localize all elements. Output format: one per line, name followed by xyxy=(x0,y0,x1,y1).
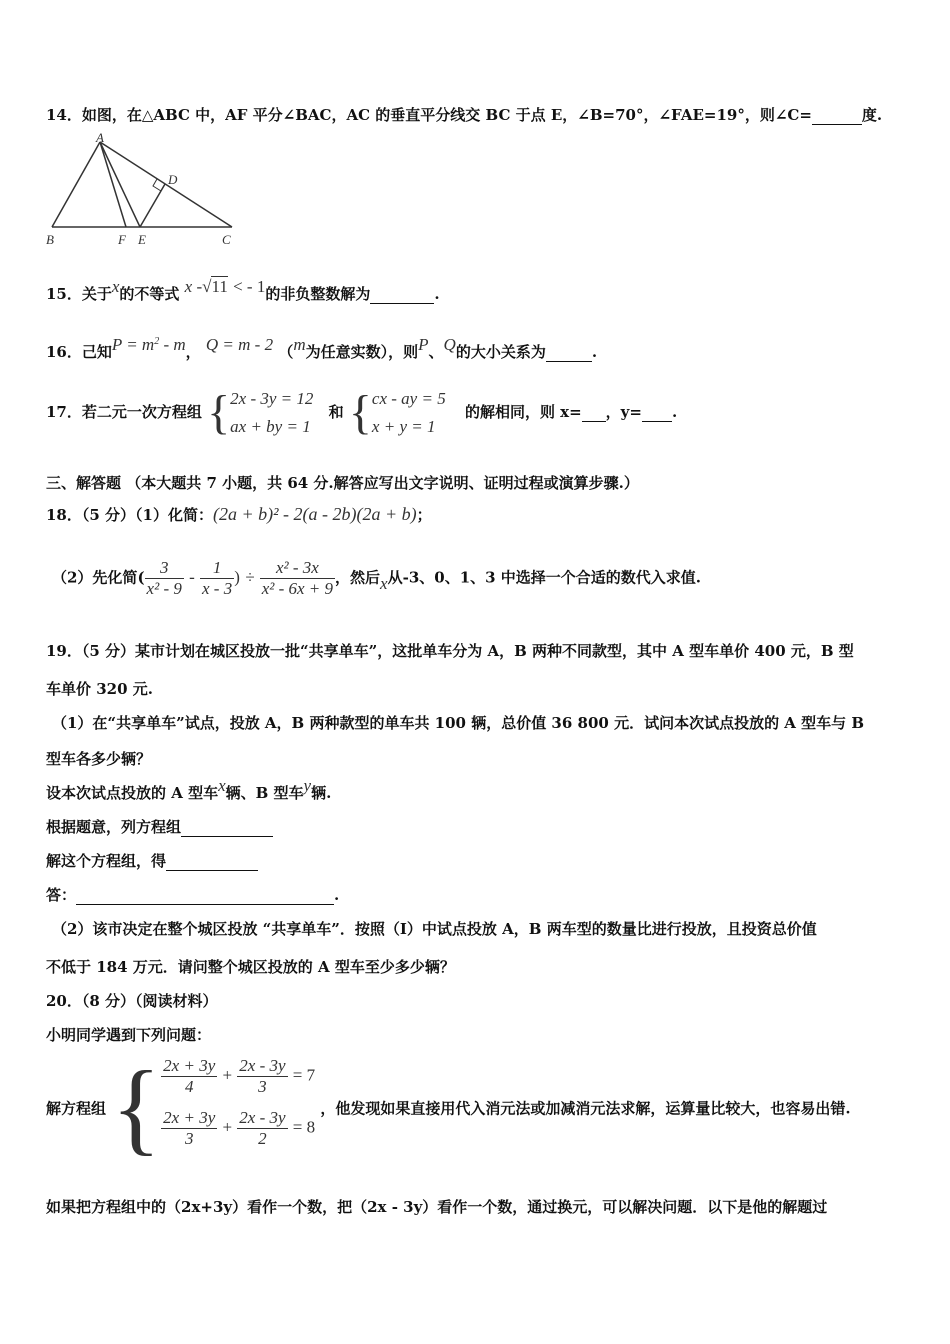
q19-line8: 答： . xyxy=(46,886,340,904)
q19-line9: （2）该市决定在整个城区投放 “共享单车”．按照（Ⅰ）中试点投放 A，B 两车型的数量比进行投放，且投资总价值 xyxy=(52,920,817,938)
fraction: $\frac{1}{x - 3}$ xyxy=(202,558,233,598)
equation-1: $\frac{2x + 3y}{4}$ + $\frac{2x - 3y}{3}$ = 7 xyxy=(163,1056,316,1096)
q18-part1: 18．（5 分）（1）化简：(2a + b)² - 2(a - 2b)(2a + b)； xyxy=(46,504,432,524)
answer-blank xyxy=(370,285,434,304)
answer-blank xyxy=(76,886,334,905)
q19-line1: 19．（5 分）某市计划在城区投放一批“共享单车”，这批单车分为 A，B 两种不同款型，其中 A 型车单价 400 元，B 型 xyxy=(46,642,854,660)
fraction: $\frac{2x - 3y}{2}$ xyxy=(239,1108,286,1148)
answer-blank xyxy=(181,818,273,837)
q19-line10: 不低于 184 万元．请问整个城区投放的 A 型车至少多少辆？ xyxy=(46,958,455,976)
q19-line3: （1）在“共享单车”试点，投放 A，B 两种款型的单车共 100 辆，总价值 36 800 元．试问本次试点投放的 A 型车与 B xyxy=(52,714,865,732)
fraction: $\frac{2x + 3y}{4}$ xyxy=(163,1056,216,1096)
q18-part2: （2）先化简( $\frac{3}{\text{x² - 9}}$ - $\frac{1}{x - 3}$ ) ÷ $\frac{\text{x² - 3x}}{\text{x² - 6x + 9}}$ ，然后x从-3、0、1、3 中选择一个合适的数代入求值. xyxy=(52,558,702,598)
sqrt-sign: √11 xyxy=(202,277,228,296)
q19-line7: 解这个方程组，得 xyxy=(46,850,258,871)
line-ed xyxy=(140,184,165,227)
fraction: $\frac{\text{x² - 3x}}{\text{x² - 6x + 9}}$ xyxy=(261,558,334,598)
section-heading: 三、解答题 （本大题共 7 小题，共 64 分.解答应写出文字说明、证明过程或演算步骤.） xyxy=(46,474,639,492)
answer-blank xyxy=(166,852,258,871)
side-ab xyxy=(52,142,100,227)
brace-left: { xyxy=(348,386,372,439)
q20-system-line: 解方程组 { $\frac{2x + 3y}{4}$ + $\frac{2x - 3y}{3}$ = 7 $\frac{2x + 3y}{3}$ + $\frac{2x - 3y}{2}$ = 8 ，他发现如果直接用代入消元法或加减消元法求解，运算量比较大，也容易出错. xyxy=(46,1050,851,1165)
label-b: B xyxy=(46,232,54,247)
q16-text: 16．己知$P = m^2 - m$， Q = m - 2 （m为任意实数），则P、Q的大小关系为 . xyxy=(46,335,598,361)
system-2: cx - ay = 5 x + y = 1 xyxy=(371,389,446,436)
answer-blank xyxy=(546,343,592,362)
fraction: $\frac{3}{\text{x² - 9}}$ xyxy=(146,558,182,598)
bisector-af xyxy=(100,142,126,227)
q19-line4: 型车各多少辆？ xyxy=(46,750,152,768)
label-f: F xyxy=(118,232,126,247)
fraction: $\frac{2x - 3y}{3}$ xyxy=(239,1056,286,1096)
brace-left: { xyxy=(207,386,231,439)
label-a: A xyxy=(96,132,104,145)
fraction: $\frac{2x + 3y}{3}$ xyxy=(163,1108,216,1148)
answer-blank xyxy=(582,403,606,422)
q19-line5: 设本次试点投放的 A 型车x辆、B 型车y辆. xyxy=(46,776,332,802)
system-block xyxy=(161,1056,315,1160)
label-d: D xyxy=(168,172,178,187)
q19-line2: 车单价 320 元. xyxy=(46,680,153,698)
q15-text: 15．关于x的不等式 x -√11 < - 1的非负整数解为 . xyxy=(46,277,440,303)
q17-text: 17．若二元一次方程组 { 2x - 3y = 12 ax + by = 1 和 { cx - ay = 5 x + y = 1 的解相同，则 x= ，y= . xyxy=(46,386,678,439)
brace-left: { xyxy=(111,1050,162,1165)
equation-2: $\frac{2x + 3y}{3}$ + $\frac{2x - 3y}{2}$ = 8 xyxy=(163,1108,316,1148)
label-c: C xyxy=(222,232,231,247)
q20-line1: 20．（8 分）（阅读材料） xyxy=(46,992,218,1010)
answer-blank xyxy=(812,106,862,125)
label-e: E xyxy=(138,232,146,247)
q14-text: 14．如图，在△ABC 中，AF 平分∠BAC，AC 的垂直平分线交 BC 于点 E，∠B=70°，∠FAE=19°，则∠C= 度. xyxy=(46,106,883,124)
system-1: 2x - 3y = 12 ax + by = 1 xyxy=(230,389,314,436)
q19-line6: 根据题意，列方程组 xyxy=(46,816,273,837)
triangle-figure xyxy=(44,132,244,252)
answer-blank xyxy=(642,403,672,422)
q20-line2: 小明同学遇到下列问题： xyxy=(46,1026,212,1044)
q20-line4: 如果把方程组中的（2x+3y）看作一个数，把（2x - 3y）看作一个数，通过换元，可以解决问题．以下是他的解题过 xyxy=(46,1198,828,1216)
